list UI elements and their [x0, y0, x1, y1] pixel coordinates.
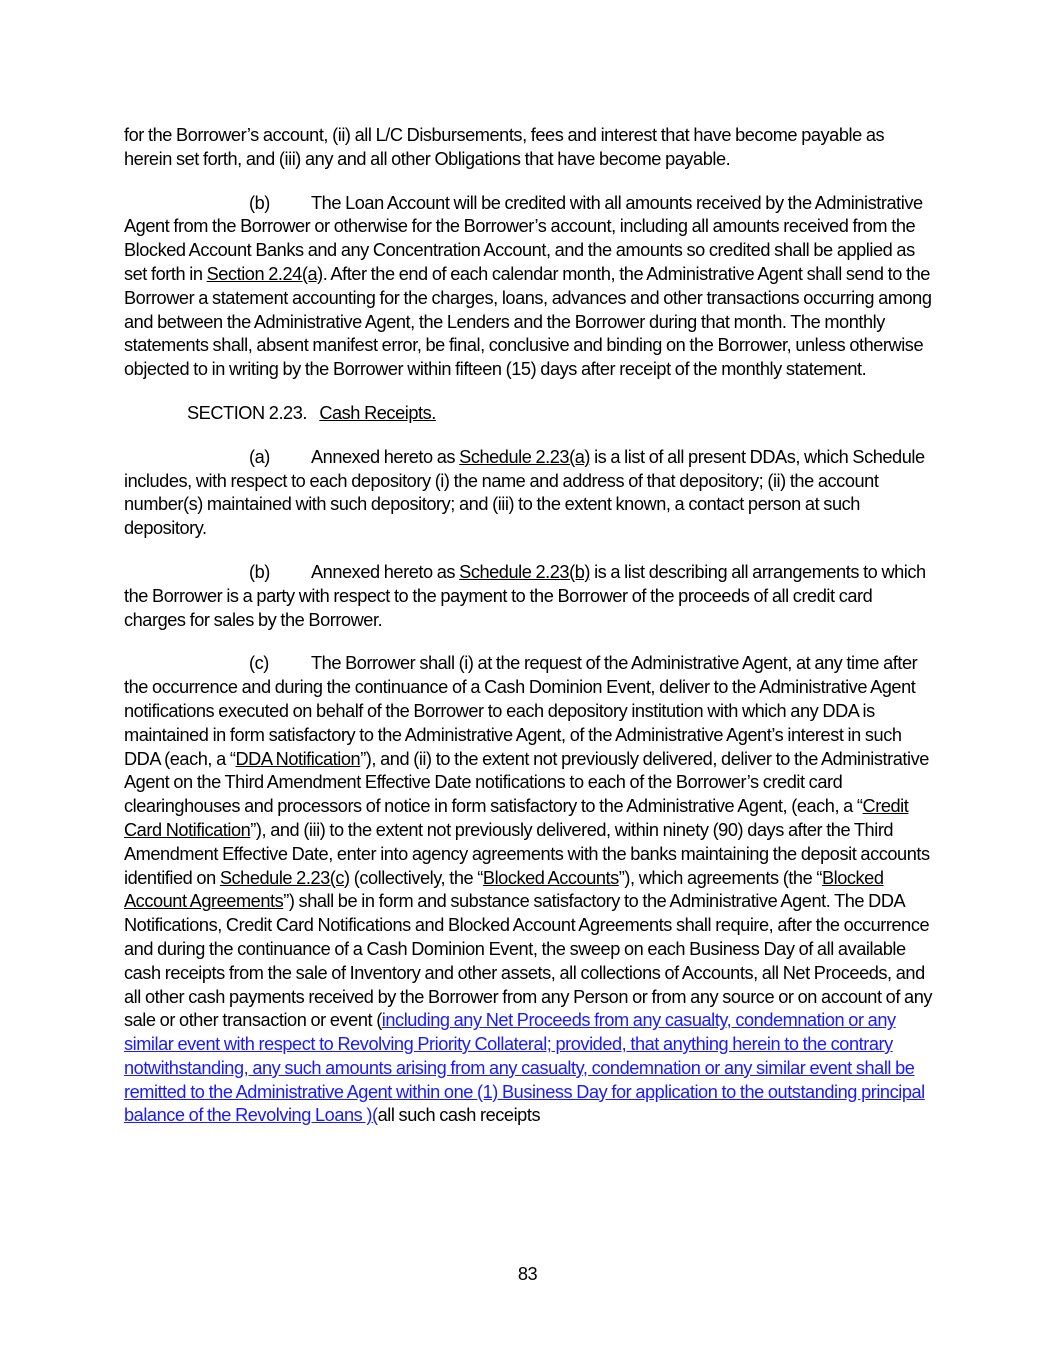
section-heading	[124, 402, 936, 426]
schedule-reference: Schedule 2.23(b)	[459, 561, 590, 582]
paragraph-text: ”) shall be in form and substance satisfactory to the Administrative Agent. The DDA Notifications, Credit Card Notifications and Blocked Account Agreements shall require, after the occurrence and during the continuance of a Cash Dominion Event, the sweep on each Business Day of all available cash receipts from the sale of Inventory and other assets, all collections of Accounts, all Net Proceeds, and all other cash payments received by the Borrower from any Person or from any source or on account of any sale or other transaction or event (	[124, 891, 933, 1031]
section-reference: Section 2.24(a)	[206, 263, 323, 284]
schedule-reference: Schedule 2.23(a)	[459, 446, 590, 467]
document-page	[124, 124, 936, 1148]
paragraph-text: . After the end of each calendar month, the Administrative Agent shall send to the Borrower a statement accounting for the charges, loans, advances and other transactions occurring among and between the Administrative Agent, the Lenders and the Borrower during that month. The monthly statements shall, absent manifest error, be final, conclusive and binding on the Borrower, unless otherwise objected to in writing by the Borrower within fifteen (15) days after receipt of the monthly statement.	[124, 263, 932, 380]
paragraph-label: (b)	[249, 561, 270, 582]
section-number: SECTION 2.23.	[187, 402, 307, 423]
paragraph-text: The Borrower shall (i) at the request of the Administrative Agent, at any time after the occurrence and during the continuance of a Cash Dominion Event, deliver to the Administrative Agent notifications executed on behalf of the Borrower to each depository institution with which any DDA is maintained in form satisfactory to the Administrative Agent, of the Administrative Agent’s interest in such DDA (each, a “	[124, 653, 918, 769]
defined-term: Credit Card Notification	[124, 796, 909, 840]
paragraph-b-loan-account	[124, 192, 936, 382]
paragraph-text: Annexed hereto as	[311, 446, 460, 467]
defined-term: DDA Notification	[235, 748, 361, 769]
paragraph-text: Annexed hereto as	[311, 561, 460, 582]
defined-term: Blocked Account Agreements	[124, 867, 884, 912]
defined-term: Blocked Accounts	[482, 867, 619, 888]
schedule-reference: Schedule 2.23(c)	[219, 867, 350, 888]
paragraph-text: is a list of all present DDAs, which Schedule includes, with respect to each depository (i) the name and address of that depository; (ii) the account number(s) maintained with such depository; and (iii) to the extent known, a contact person at such depository.	[124, 446, 925, 539]
paragraph-text: all such cash receipts	[377, 1105, 541, 1126]
paragraph-label: (c)	[249, 653, 269, 674]
paragraph-c-notifications	[124, 652, 936, 1128]
inserted-text-link[interactable]: including any Net Proceeds from any casualty, condemnation or any similar event with respect to Revolving Priority Collateral; provided, that anything herein to the contrary notwithstanding, any such amounts arising from any casualty, condemnation or any similar event shall be remitted to the Administrative Agent within one (1) Business Day for application to the outstanding principal balance of the Revolving Loans )(	[124, 1010, 925, 1126]
section-title: Cash Receipts.	[319, 402, 436, 423]
paragraph-continuation	[124, 124, 936, 172]
paragraph-text: ”), and (iii) to the extent not previously delivered, within ninety (90) days after the Third Amendment Effective Date, enter into agency agreements with the banks maintaining the deposit accounts identified on	[124, 819, 930, 888]
paragraph-label: (a)	[249, 446, 270, 467]
paragraph-b-schedule	[124, 561, 936, 632]
paragraph-label: (b)	[249, 192, 270, 213]
paragraph-text: ”), which agreements (the “	[618, 867, 822, 888]
paragraph-a-schedule	[124, 446, 936, 541]
paragraph-text: is a list describing all arrangements to which the Borrower is a party with respect to the payment to the Borrower of the proceeds of all credit card charges for sales by the Borrower.	[124, 561, 926, 630]
paragraph-text: (collectively, the “	[349, 867, 483, 888]
paragraph-text: ”), and (ii) to the extent not previously delivered, deliver to the Administrative Agent on the Third Amendment Effective Date notifications to each of the Borrower’s credit card clearinghouses and processors of notice in form satisfactory to the Administrative Agent, (each, a “	[124, 748, 929, 817]
page-number: 83	[517, 1264, 538, 1284]
paragraph-text: for the Borrower’s account, (ii) all L/C Disbursements, fees and interest that have become payable as herein set forth, and (iii) any and all other Obligations that have become payable.	[124, 125, 885, 169]
paragraph-text: The Loan Account will be credited with all amounts received by the Administrative Agent from the Borrower or otherwise for the Borrower’s account, including all amounts received from the Blocked Account Banks and any Concentration Account, and the amounts so credited shall be applied as set forth in	[124, 192, 923, 284]
